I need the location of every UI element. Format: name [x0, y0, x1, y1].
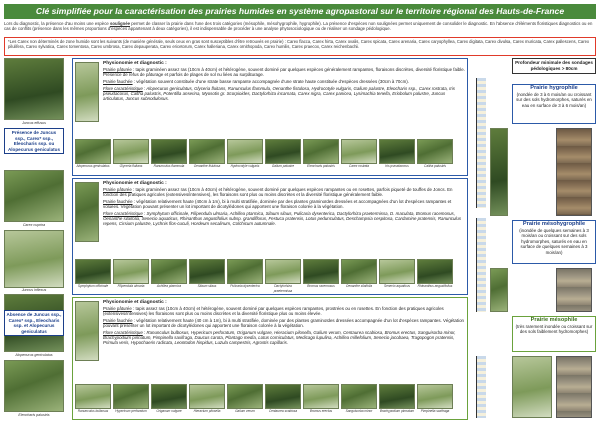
section-hygrophile: Physionomie et diagnostic : Prairie pâturée : tapis graminéen assez ras (10cm à 40cm) et hétérogène, souvent dominé par quelques espèces généralement rampantes, floraisons discrètes, diversité floristique faible. Présence de refus de pâturage et parfois de plages de sol nu liées au surpâturage. Prairie fauchée : végétation souvent constituée d'une strate basse rampante accompagnée d'une strate haute constituée d'espèces dressées (30cm à 70cm). Flore caractéristique : Alopecurus geniculatus, Glyceria fluitans, Ranunculus flammula, Oenanthe fistulosa, Hydrocotyle vulgaris, Galium palustre, Eleocharis ssp., Carex rostrata, Iris pseudacorus, Caltha palustris, Potentilla anserina, Myosotis gr. Scorpioides, Dactylorhiza incarnata, Carex nigra, Carex panicea, Lysimachia tenella, Eriobolum palustre, Juncus articulatus, Juncus subnodulosus. Alopecurus geniculatus Glyceria fluitans Ranunculus flammula Oenanthe fistulosa Hydrocotyle vulgaris Galium palustre Eleocharis palustris Carex rostrata Iris pseudacorus Caltha palustris — [72, 58, 468, 176]
soil-photo-mesophile — [512, 356, 552, 418]
caption-juncus-effusus: Juncus effusus — [22, 121, 46, 125]
caption-juncus-inflexus: Juncus inflexus — [21, 288, 47, 292]
section-mesohygrophile: Physionomie et diagnostic : Prairie pâturée : tapis graminéen assez ras (10cm à 40cm) et hétérogène, souvent dominé par quelques espèces rampantes ou en rosettes, parfois piqueté de touffes de Joncs. En fonction des pratiques agricoles (extensives/intensives), les floraisons sont plus ou moins discrètes et la diversité floristique généralement faible. Prairie fauchée : végétation relativement haute (40cm à 1m), bi à multi stratifiée, dominée par des plantes graminoïdes dressées et accompagnées d'un lot d'espèces rampantes et voluées. Végétation pouvant présenter un lot important de dicotylédones qui apportent une floraison colorée à la végétation. Flore caractéristique : Symphytum officinale, Filipendula ulmaria, Achillea ptarmica, Silaum silaus, Pulicaria dysenterica, Dactylorhiza praetermissa, D. maculata, Bromus racemosus, Oenanthe silaifolia, Senecio aquaticus, Rhinanthus angustifolius subsp. grandiflorus, Festuca pratensis, Lotus pedunculatus, Deschampsia cespitosa, Cardamine pratensis, Ranunculus repens, Cirsium palustre, Lychnis flos-cuculi, Hordeum secalinum, Colchicum autumnale. Symphytum officinale Filipendula ulmaria Achillea ptarmica Silaum silaus Pulicaria dysenterica Dactylorhiza praetermissa Bromus racemosus Oenanthe silaifolia Senecio aquaticus Rhinanthus angustifolius — [72, 178, 468, 295]
section-heading: Physionomie et diagnostic : — [103, 300, 167, 305]
thumb: Alopecurus geniculatus — [75, 139, 111, 169]
absence-label: Absence de Juncus ssp., Carex* ssp., Eleocharis ssp. et Alopecurus geniculatus — [4, 310, 64, 336]
soil-photo-meso — [490, 268, 508, 312]
prairie-hygrophile-text: (nondée de 3 à 6 mois/an ou croissant sur des sols hydromorphes, saturés en eau en surface de 3 à 6 mois/an) — [516, 91, 592, 108]
thumb: Eleocharis palustris — [303, 139, 339, 169]
intro-underlined: soulignée — [109, 21, 130, 26]
prairie-hygrophile-box — [512, 84, 596, 124]
thumbs-mesophile — [75, 384, 453, 414]
page-title: Clé simplifiée pour la caractérisation des prairies humides en système agropastoral sur le territoire régional des Hauts-de-France — [4, 4, 596, 19]
thumb: Caltha palustris — [417, 139, 453, 169]
thumb: Iris pseudacorus — [379, 139, 415, 169]
thumb: Symphytum officinale — [75, 259, 111, 293]
caption-alopecurus: Alopecurus geniculatus — [15, 353, 53, 357]
thumb: Carex rostrata — [341, 139, 377, 169]
depth-strip-hygro — [476, 78, 486, 208]
intro-text: Lors du diagnostic, la présence d'au moins une espèce soulignée permet de classer la prairie dans l'une des trois catégories (mésophile, mésohygrophile, hygrophile). La présence d'espèces non soulignées permet uniquement de consolider le diagnostic. En l'absence d'éléments floristiques diagnostics ou en cas de conflits (présence dans les mêmes proportions d'espèces appartenant à deux catégories), il est indispensable de procéder à une analyse phytosociologique ou de réaliser un sondage pédologique. — [4, 21, 593, 31]
prairie-mesohygrophile-box — [512, 220, 596, 264]
thumb: Filipendula ulmaria — [113, 259, 149, 293]
prairie-mesophile-title: Prairie mésophile — [530, 317, 578, 323]
thumbs-meso — [75, 259, 453, 293]
depth-label: Profondeur minimale des sondages pédologiques > 80cm — [512, 58, 596, 74]
section-heading: Physionomie et diagnostic : — [103, 61, 167, 66]
prairie-hygrophile-title: Prairie hygrophile — [530, 85, 578, 91]
thumbs-hygro — [75, 139, 453, 169]
carex-note: *Les Carex non déterminés de zone humide sont les suivants (de manière générale, seuls ceux en gras sont susceptibles d'être retrouvés en prairie) : Carex flacca, Carex hirta, Carex ovalis, Carex spicata, Carex arenaria, Carex caryophyllea, Carex digitata, Carex divulsa, Carex muricata, Carex pallescens, Carex pilulifera, Carex sylvatica, Carex tomentosa, Carex umbrosa, Carex depauperata, Carex ericetorum, Carex halleriana, Carex ornithopoda, Carex humilis, Carex praecox, Carex reichenbachii. — [4, 37, 596, 56]
thumb: Ranunculus flammula — [151, 139, 187, 169]
thumb: Hieracium pilosella — [189, 384, 225, 414]
photo-juncus-effusus — [4, 58, 64, 120]
thumb: Hypericum perforatum — [113, 384, 149, 414]
thumb: Sanguisorba minor — [341, 384, 377, 414]
presence-label: Présence de Juncus ssp., Carex* ssp., Eleocharis ssp. ou Alopecurus geniculatus — [4, 128, 64, 154]
caption-eleocharis: Eleocharis palustris — [18, 413, 50, 417]
thumb: Hydrocotyle vulgaris — [227, 139, 263, 169]
section-mesophile: Physionomie et diagnostic : Prairie pâturée : tapis assez ras (10cm à 40cm) et hétérogène, souvent dominé par quelques espèces rampantes, prostrées ou en rosettes. En fonction des pratiques agricoles (extensives/intensives) les floraisons sont plus ou moins discrètes et la diversité floristique plus ou moins élevée. Prairie fauchée : végétation relativement haute (40 cm à 1m), bi à multi stratifiée, dominée par des plantes graminoïdes dressées accompagnée d'un lot d'espèces rampantes. Végétation pouvant présenter un lot important de dicotylédones qui apportent une floraison colorée à la végétation. Flore caractéristique : Ranunculus bulbosus, Hypericum perforatum, Origanum vulgare, Hieracium pilosella, Galium verum, Centaurea scabiosa, Bromus erectus, Sanguisorba minor, Brachypodium pinnatum, Pimpinella saxifraga, Daucus carota, Plantago media, Lotus corniculatus, Medicago lupulina, Achillea millefolium, Senecio jacobaea, Tragopogon pratensis, Primula veris, Hypochaeris radicata, Leontodon hispidus, Luzula campestris, Agrostis capillaris. Ranunculus bulbosus Hypericum perforatum Origanum vulgare Hieracium pilosella Galium verum Centaurea scabiosa Bromus erectus Sanguisorba minor Brachypodium pinnatum Pimpinella saxifraga — [72, 297, 468, 420]
thumb: Galium verum — [227, 384, 263, 414]
photo-carex-cuprina — [4, 170, 64, 222]
thumb: Ranunculus bulbosus — [75, 384, 111, 414]
left-column — [4, 58, 66, 420]
thumb: Achillea ptarmica — [151, 259, 187, 293]
photo-juncus-inflexus — [4, 230, 64, 288]
thumb: Silaum silaus — [189, 259, 225, 293]
thumb: Senecio aquaticus — [379, 259, 415, 293]
prairie-mesophile-text: (très rarement inondée ou croissant sur des sols faiblement hydromorphes) — [515, 323, 593, 335]
section-heading: Physionomie et diagnostic : — [103, 181, 167, 186]
thumb: Galium palustre — [265, 139, 301, 169]
photo-meso-plant — [75, 182, 99, 242]
photo-mesophile-plant — [75, 301, 99, 361]
thumb: Brachypodium pinnatum — [379, 384, 415, 414]
soil-profile-hygro — [556, 128, 592, 216]
photo-eleocharis-palustris — [4, 360, 64, 412]
thumb: Rhinanthus angustifolius — [417, 259, 453, 293]
soil-photo-hygro — [490, 128, 508, 216]
thumb: Glyceria fluitans — [113, 139, 149, 169]
prairie-mesohygrophile-title: Prairie mésohygrophile — [522, 221, 586, 227]
prairie-mesohygrophile-text: (inondée de quelques semaines à 3 mois/an ou croissant sur des sols hydromorphes, saturés en eau en surface de quelques semaines à 3 mois/an) — [519, 227, 589, 255]
depth-strip-mesophile — [476, 356, 486, 418]
thumb: Pimpinella saxifraga — [417, 384, 453, 414]
thumb: Pulicaria dysenterica — [227, 259, 263, 293]
photo-hygro-plant — [75, 62, 99, 122]
thumb: Bromus erectus — [303, 384, 339, 414]
thumb: Dactylorhiza praetermissa — [265, 259, 301, 293]
thumb: Oenanthe fistulosa — [189, 139, 225, 169]
depth-strip-meso — [476, 218, 486, 312]
thumb: Origanum vulgare — [151, 384, 187, 414]
soil-profile-mesophile — [556, 356, 592, 418]
caption-carex-cuprina: Carex cuprina — [22, 223, 46, 227]
soil-profile-meso — [556, 268, 592, 312]
thumb: Centaurea scabiosa — [265, 384, 301, 414]
right-column — [472, 58, 596, 420]
thumb: Bromus racemosus — [303, 259, 339, 293]
prairie-mesophile-box — [512, 316, 596, 352]
thumb: Oenanthe silaifolia — [341, 259, 377, 293]
